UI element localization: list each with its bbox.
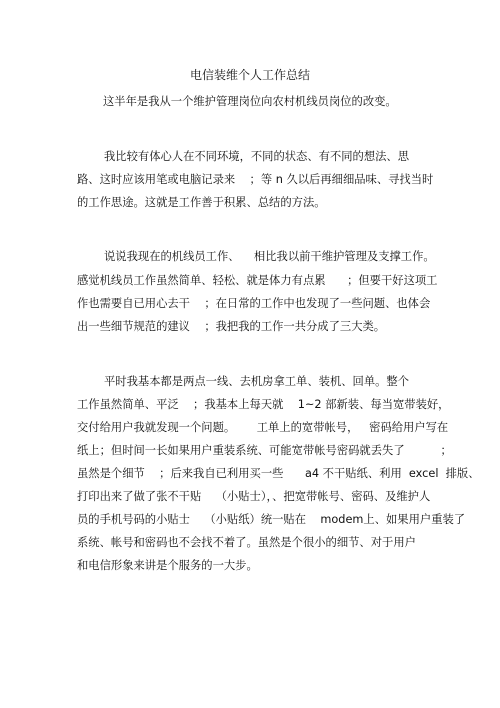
paragraph-line: 说说我现在的机线员工作、 相比我以前干维护管理及支撑工作。 — [104, 250, 435, 263]
paragraph-line: 和电信形象来讲是个服务的一大步。 — [77, 559, 258, 572]
paragraph-line: 平时我基本都是两点一线、去机房拿工单、装机、回单。整个 — [104, 375, 410, 388]
paragraph-line: 感觉机线员工作虽然简单、轻松、就是体力有点累 ；但要干好这项工 — [77, 274, 438, 287]
paragraph-line: 纸上；但时间一长如果用户重装系统、可能宽带帐号密码就丢失了 ； — [77, 444, 452, 457]
paragraph-line: 打印出来了做了张不干贴 （小贴士），、把宽带帐号、密码、及维护人 — [77, 490, 431, 503]
paragraph-line: 我比较有体心人在不同环境，不同的状态、有不同的想法、思 — [104, 150, 410, 163]
paragraph-line: 工作虽然简单、平泛 ；我基本上每天就 1~2 部新装、每当宽带装好， — [77, 398, 450, 411]
paragraph-line: 员的手机号码的小贴士 （小贴纸）统一贴在 modem上、如果用户重装了 — [77, 513, 466, 526]
paragraph-line: 出一些细节规范的建议 ；我把我的工作一共分成了三大类。 — [77, 320, 386, 333]
paragraph-line: 路、这时应该用笔或电脑记录来 ；等 n 久以后再细细品味、寻找当时 — [77, 173, 434, 186]
paragraph-line: 虽然是个细节 ；后来我自已利用买一些 a4 不干贴纸、利用 excel 排版、 — [77, 467, 480, 480]
document-title: 电信装维个人工作总结 — [189, 68, 310, 82]
paragraph-line: 的工作思途。这就是工作善于积累、总结的方法。 — [77, 196, 326, 209]
paragraph-line: 交付给用户我就发现一个问题。 工单上的宽带帐号， 密码给用户写在 — [77, 421, 449, 434]
paragraph-line: 这半年是我从一个维护管理岗位向农村机线员岗位的改变。 — [103, 95, 397, 108]
paragraph-line: 作也需要自已用心去干 ；在日常的工作中也发现了一些问题、也体会 — [77, 297, 431, 310]
paragraph-line: 系统、帐号和密码也不会找不着了。虽然是个很小的细节、对于用户 — [77, 536, 416, 549]
